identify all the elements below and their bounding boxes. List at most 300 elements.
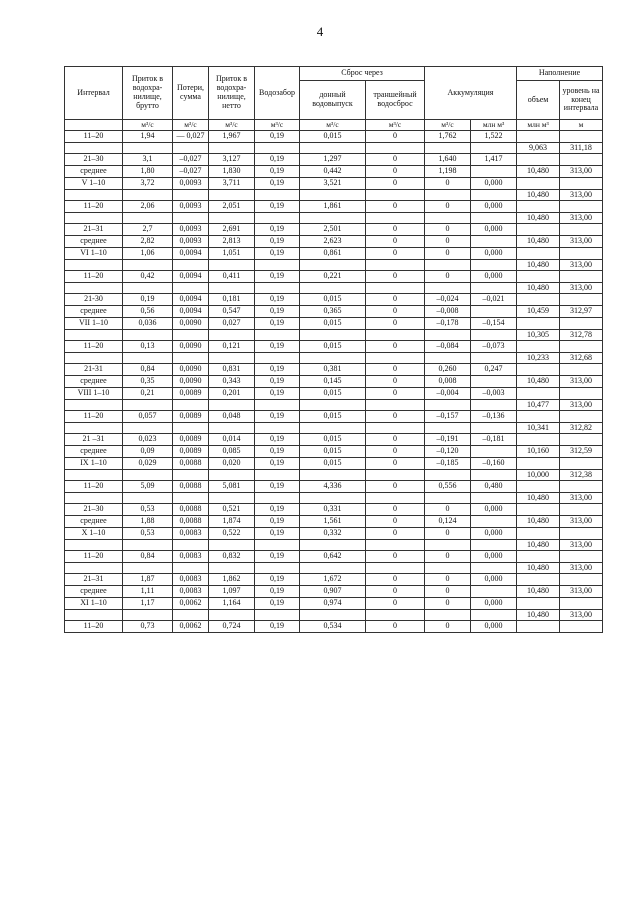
table-cell: [517, 481, 560, 493]
table-cell: 0: [366, 376, 425, 388]
table-cell: 3,127: [209, 154, 255, 166]
table-row: [65, 271, 603, 283]
table-cell: [560, 434, 603, 446]
interval-cell: 11–20: [65, 481, 123, 493]
table-cell: [255, 260, 300, 271]
table-cell: –0,191: [425, 434, 471, 446]
table-cell: 0: [425, 271, 471, 283]
interval-cell: [65, 190, 123, 201]
interval-cell: 11–20: [65, 131, 123, 143]
table-cell: 0,015: [300, 388, 366, 400]
table-cell: [300, 493, 366, 504]
table-cell: 313,00: [560, 610, 603, 621]
interval-cell: 21–31: [65, 224, 123, 236]
header-interval: Интервал: [65, 67, 123, 120]
table-cell: 0,19: [255, 481, 300, 493]
table-cell: 0,19: [255, 154, 300, 166]
interval-cell: 21 –31: [65, 434, 123, 446]
table-cell: 1,762: [425, 131, 471, 143]
table-cell: [471, 376, 517, 388]
table-cell: [209, 540, 255, 551]
interval-cell: среднее: [65, 166, 123, 178]
table-cell: [471, 213, 517, 224]
table-cell: [300, 213, 366, 224]
table-cell: –0,003: [471, 388, 517, 400]
table-cell: [560, 598, 603, 610]
table-cell: 0,19: [255, 236, 300, 248]
table-cell: 3,711: [209, 178, 255, 190]
table-cell: 0: [366, 504, 425, 516]
table-cell: [425, 213, 471, 224]
table-cell: [300, 353, 366, 364]
table-cell: 0,84: [123, 551, 173, 563]
table-cell: 0,480: [471, 481, 517, 493]
table-cell: [209, 143, 255, 154]
table-cell: [123, 330, 173, 341]
table-cell: –0,160: [471, 458, 517, 470]
table-cell: 10,480: [517, 516, 560, 528]
header-losses: Потери, сумма: [173, 67, 209, 120]
table-cell: 0,036: [123, 318, 173, 330]
table-cell: 0,121: [209, 341, 255, 353]
table-cell: 0: [366, 528, 425, 540]
table-row: [65, 154, 603, 166]
table-cell: [517, 598, 560, 610]
table-cell: –0,154: [471, 318, 517, 330]
interval-cell: VI 1–10: [65, 248, 123, 260]
table-cell: [425, 353, 471, 364]
table-cell: 0: [366, 551, 425, 563]
table-cell: 0,029: [123, 458, 173, 470]
interval-cell: [65, 563, 123, 574]
table-cell: 0,0083: [173, 574, 209, 586]
header-inflow-net: Приток в водохра-нилище, нетто: [209, 67, 255, 120]
header-trench-spillway: траншейный водосброс: [366, 81, 425, 120]
table-cell: 0,0062: [173, 598, 209, 610]
table-cell: –0,181: [471, 434, 517, 446]
table-cell: [471, 143, 517, 154]
table-cell: 10,477: [517, 400, 560, 411]
table-cell: 1,967: [209, 131, 255, 143]
table-cell: 313,00: [560, 166, 603, 178]
table-cell: –0,004: [425, 388, 471, 400]
table-cell: 0: [366, 481, 425, 493]
table-cell: 0,19: [255, 166, 300, 178]
table-cell: 10,233: [517, 353, 560, 364]
table-cell: [471, 423, 517, 434]
table-cell: 312,82: [560, 423, 603, 434]
table-cell: [425, 610, 471, 621]
table-cell: [517, 178, 560, 190]
table-cell: [517, 341, 560, 353]
table-cell: [366, 330, 425, 341]
table-cell: 0,0088: [173, 458, 209, 470]
table-cell: 0,19: [255, 294, 300, 306]
table-cell: 0: [366, 131, 425, 143]
table-cell: 0,724: [209, 621, 255, 633]
table-cell: [560, 411, 603, 423]
page-number: 4: [316, 24, 324, 39]
table-cell: 0,0090: [173, 376, 209, 388]
interval-cell: среднее: [65, 586, 123, 598]
table-row: [65, 330, 603, 341]
table-cell: [517, 621, 560, 633]
table-cell: [517, 388, 560, 400]
table-cell: [300, 563, 366, 574]
table-cell: 0: [425, 621, 471, 633]
table-cell: –0,008: [425, 306, 471, 318]
unit-cell: м³/с: [123, 120, 173, 131]
table-cell: [366, 423, 425, 434]
interval-cell: [65, 540, 123, 551]
table-cell: [366, 283, 425, 294]
table-cell: [300, 423, 366, 434]
header-water-intake: Водозабор: [255, 67, 300, 120]
table-cell: 1,097: [209, 586, 255, 598]
header-inflow-gross: Приток в водохра-нилище, брутто: [123, 67, 173, 120]
table-cell: 313,00: [560, 563, 603, 574]
table-cell: 0,015: [300, 411, 366, 423]
table-row: [65, 481, 603, 493]
interval-cell: VIII 1–10: [65, 388, 123, 400]
interval-cell: [65, 213, 123, 224]
table-row: [65, 306, 603, 318]
interval-cell: 21–30: [65, 154, 123, 166]
table-cell: 0: [366, 166, 425, 178]
table-cell: [366, 353, 425, 364]
table-cell: –0,021: [471, 294, 517, 306]
table-cell: 10,000: [517, 470, 560, 481]
table-cell: 0: [425, 248, 471, 260]
table-cell: 1,862: [209, 574, 255, 586]
table-cell: 0,0089: [173, 434, 209, 446]
table-row: [65, 574, 603, 586]
table-cell: –0,178: [425, 318, 471, 330]
interval-cell: [65, 470, 123, 481]
table-row: [65, 551, 603, 563]
interval-cell: 11–20: [65, 551, 123, 563]
table-cell: [366, 563, 425, 574]
table-cell: 0,0083: [173, 528, 209, 540]
table-cell: 0,000: [471, 201, 517, 213]
table-row: [65, 516, 603, 528]
table-cell: 0,000: [471, 621, 517, 633]
table-cell: 0,832: [209, 551, 255, 563]
interval-cell: среднее: [65, 236, 123, 248]
table-cell: 2,623: [300, 236, 366, 248]
table-cell: [366, 470, 425, 481]
table-cell: [517, 528, 560, 540]
table-cell: –0,136: [471, 411, 517, 423]
table-cell: 0,19: [255, 131, 300, 143]
interval-cell: [65, 493, 123, 504]
table-cell: 0,0083: [173, 551, 209, 563]
table-cell: 0: [366, 294, 425, 306]
table-cell: 1,561: [300, 516, 366, 528]
table-cell: [471, 516, 517, 528]
table-cell: [517, 294, 560, 306]
table-cell: 0: [366, 271, 425, 283]
table-cell: 0: [366, 248, 425, 260]
table-cell: 0,0093: [173, 236, 209, 248]
table-row: [65, 294, 603, 306]
table-row: [65, 610, 603, 621]
table-cell: [255, 563, 300, 574]
header-discharge-group: Сброс через: [300, 67, 425, 81]
table-cell: 313,00: [560, 260, 603, 271]
table-cell: [300, 400, 366, 411]
table-cell: 0,332: [300, 528, 366, 540]
table-cell: 0,000: [471, 271, 517, 283]
table-cell: [300, 610, 366, 621]
table-cell: 0,19: [255, 178, 300, 190]
table-cell: [173, 540, 209, 551]
table-cell: 0,547: [209, 306, 255, 318]
table-cell: 10,480: [517, 260, 560, 271]
table-cell: 10,160: [517, 446, 560, 458]
header-bottom-outlet: донный водовыпуск: [300, 81, 366, 120]
table-cell: 312,68: [560, 353, 603, 364]
table-cell: 0,19: [255, 528, 300, 540]
table-cell: [517, 458, 560, 470]
table-cell: [560, 178, 603, 190]
table-cell: –0,027: [173, 154, 209, 166]
table-cell: 0,19: [255, 434, 300, 446]
table-cell: 1,87: [123, 574, 173, 586]
table-cell: — 0,027: [173, 131, 209, 143]
table-cell: [560, 131, 603, 143]
table-body: [65, 131, 603, 633]
table-row: [65, 528, 603, 540]
table-cell: 0,0093: [173, 201, 209, 213]
table-row: [65, 586, 603, 598]
table-cell: 10,480: [517, 166, 560, 178]
table-cell: [123, 260, 173, 271]
table-cell: 0,124: [425, 516, 471, 528]
table-cell: [173, 610, 209, 621]
table-cell: [366, 493, 425, 504]
interval-cell: 21-31: [65, 364, 123, 376]
table-cell: [560, 574, 603, 586]
table-row: [65, 353, 603, 364]
table-cell: [300, 260, 366, 271]
table-cell: [560, 388, 603, 400]
table-cell: [173, 353, 209, 364]
table-cell: 0,014: [209, 434, 255, 446]
table-cell: 5,081: [209, 481, 255, 493]
table-cell: [560, 551, 603, 563]
unit-cell: млн м³: [517, 120, 560, 131]
table-cell: 0,0088: [173, 516, 209, 528]
table-cell: [300, 190, 366, 201]
table-cell: [209, 330, 255, 341]
table-row: [65, 341, 603, 353]
table-cell: 0,35: [123, 376, 173, 388]
table-cell: [209, 610, 255, 621]
table-cell: 2,051: [209, 201, 255, 213]
header-accumulation: Аккумуляция: [425, 67, 517, 120]
table-cell: 0,19: [255, 516, 300, 528]
table-cell: [560, 621, 603, 633]
table-cell: 1,051: [209, 248, 255, 260]
table-row: [65, 201, 603, 213]
table-cell: 0,015: [300, 131, 366, 143]
table-cell: 1,80: [123, 166, 173, 178]
table-cell: [471, 610, 517, 621]
interval-cell: 11–20: [65, 271, 123, 283]
table-cell: 10,480: [517, 236, 560, 248]
table-cell: 0,048: [209, 411, 255, 423]
table-cell: [123, 493, 173, 504]
table-cell: 0,085: [209, 446, 255, 458]
table-cell: [560, 224, 603, 236]
interval-cell: XI 1–10: [65, 598, 123, 610]
table-row: [65, 563, 603, 574]
table-cell: 0,201: [209, 388, 255, 400]
table-cell: [560, 201, 603, 213]
table-cell: 1,672: [300, 574, 366, 586]
table-cell: 0,365: [300, 306, 366, 318]
table-cell: 0,42: [123, 271, 173, 283]
table-cell: 313,00: [560, 190, 603, 201]
table-cell: [366, 143, 425, 154]
table-cell: 313,00: [560, 283, 603, 294]
table-cell: [123, 213, 173, 224]
table-cell: [209, 423, 255, 434]
table-cell: 0,0083: [173, 586, 209, 598]
table-row: [65, 213, 603, 224]
table-cell: 0,0088: [173, 481, 209, 493]
table-cell: 0,53: [123, 528, 173, 540]
table-cell: 0,015: [300, 446, 366, 458]
table-cell: [560, 458, 603, 470]
table-row: [65, 131, 603, 143]
table-cell: 0: [425, 224, 471, 236]
table-cell: [209, 470, 255, 481]
table-cell: 1,522: [471, 131, 517, 143]
table-cell: 0,0093: [173, 178, 209, 190]
table-cell: 0: [366, 388, 425, 400]
table-row: [65, 458, 603, 470]
table-cell: –0,120: [425, 446, 471, 458]
table-cell: 0,19: [255, 318, 300, 330]
table-cell: 0,0062: [173, 621, 209, 633]
table-cell: 10,480: [517, 376, 560, 388]
unit-cell: м³/с: [300, 120, 366, 131]
table-cell: [471, 493, 517, 504]
interval-cell: 11–20: [65, 341, 123, 353]
table-cell: 0,260: [425, 364, 471, 376]
table-row: [65, 470, 603, 481]
table-cell: 2,82: [123, 236, 173, 248]
table-cell: [255, 353, 300, 364]
table-cell: 0,19: [255, 271, 300, 283]
table-cell: 0: [366, 364, 425, 376]
table-cell: 2,501: [300, 224, 366, 236]
table-cell: [517, 154, 560, 166]
table-cell: 10,480: [517, 213, 560, 224]
table-cell: 10,480: [517, 563, 560, 574]
table-cell: 2,813: [209, 236, 255, 248]
table-cell: –0,027: [173, 166, 209, 178]
table-cell: 0,831: [209, 364, 255, 376]
table-cell: 0: [366, 154, 425, 166]
table-cell: [173, 563, 209, 574]
interval-cell: [65, 260, 123, 271]
table-cell: [517, 434, 560, 446]
table-cell: [123, 540, 173, 551]
table-cell: 0,000: [471, 574, 517, 586]
table-cell: 0,73: [123, 621, 173, 633]
table-cell: [366, 400, 425, 411]
table-cell: 0,0090: [173, 364, 209, 376]
table-cell: [425, 400, 471, 411]
table-cell: 313,00: [560, 586, 603, 598]
table-row: [65, 236, 603, 248]
table-cell: [255, 330, 300, 341]
interval-cell: среднее: [65, 376, 123, 388]
table-cell: 0,0093: [173, 224, 209, 236]
table-cell: [300, 143, 366, 154]
table-cell: 0: [366, 574, 425, 586]
table-cell: 313,00: [560, 400, 603, 411]
table-cell: [560, 154, 603, 166]
table-cell: [517, 504, 560, 516]
table-cell: 0,19: [255, 598, 300, 610]
table-cell: [560, 248, 603, 260]
table-row: [65, 364, 603, 376]
table-cell: 0,000: [471, 178, 517, 190]
table-cell: 0,027: [209, 318, 255, 330]
table-cell: 0,0089: [173, 446, 209, 458]
table-cell: 0,411: [209, 271, 255, 283]
table-cell: [123, 470, 173, 481]
table-cell: 0,000: [471, 598, 517, 610]
table-cell: 0: [425, 574, 471, 586]
table-cell: 0,19: [255, 504, 300, 516]
table-cell: 0,19: [255, 388, 300, 400]
table-cell: [123, 190, 173, 201]
interval-cell: 21-30: [65, 294, 123, 306]
table-cell: [255, 540, 300, 551]
interval-cell: [65, 143, 123, 154]
table-cell: [471, 586, 517, 598]
interval-cell: 11–20: [65, 621, 123, 633]
table-cell: 0,19: [255, 586, 300, 598]
unit-cell: м³/с: [425, 120, 471, 131]
table-cell: [471, 470, 517, 481]
table-cell: 3,1: [123, 154, 173, 166]
table-cell: 0,000: [471, 504, 517, 516]
table-cell: 2,7: [123, 224, 173, 236]
table-cell: 0,19: [255, 376, 300, 388]
table-cell: 1,417: [471, 154, 517, 166]
unit-cell: млн м³: [471, 120, 517, 131]
table-cell: 0: [366, 621, 425, 633]
interval-cell: 21–31: [65, 574, 123, 586]
table-cell: 0,145: [300, 376, 366, 388]
table-cell: [255, 283, 300, 294]
table-cell: [209, 353, 255, 364]
table-cell: [173, 260, 209, 271]
table-cell: 1,94: [123, 131, 173, 143]
table-cell: 0: [425, 178, 471, 190]
interval-cell: 21–30: [65, 504, 123, 516]
table-cell: [366, 540, 425, 551]
table-cell: [173, 470, 209, 481]
table-cell: 312,59: [560, 446, 603, 458]
table-cell: 0,000: [471, 551, 517, 563]
